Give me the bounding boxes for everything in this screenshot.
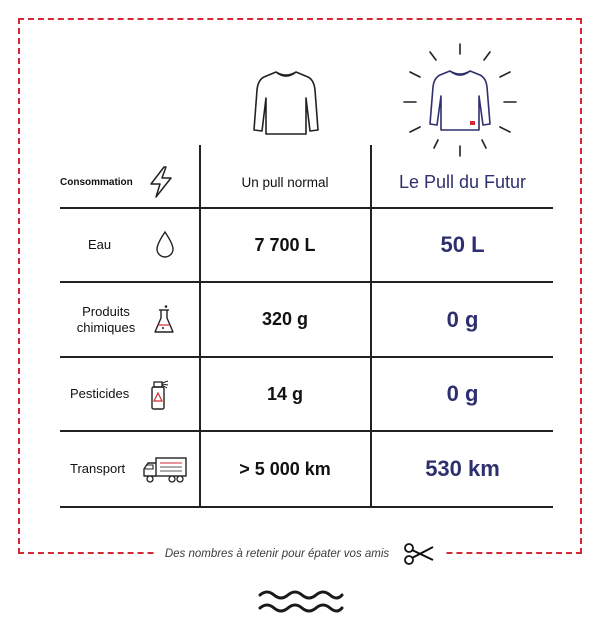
transport-normal-value: > 5 000 km	[239, 458, 331, 479]
row-label-transport: Transport	[60, 432, 198, 506]
row-label-pesticides: Pesticides	[60, 358, 198, 430]
row-label-chemicals: Produits chimiques	[60, 283, 198, 356]
waves-icon	[256, 588, 346, 616]
row-divider	[60, 506, 553, 508]
spray-can-icon	[148, 377, 170, 411]
water-normal-value: 7 700 L	[254, 234, 316, 255]
chemicals-normal-value: 320 g	[261, 309, 309, 329]
scissors-icon	[403, 543, 435, 565]
transport-futur-value: 530 km	[425, 456, 500, 481]
lightning-icon	[147, 165, 175, 199]
water-drop-icon	[154, 230, 176, 260]
consumption-label: Consommation	[60, 176, 133, 188]
chemicals-futur-value: 0 g	[446, 306, 479, 332]
flask-icon	[152, 304, 176, 336]
shining-sweater-icon	[400, 40, 520, 160]
row-label-water: Eau	[60, 209, 198, 281]
column-header-normal: Un pull normal	[241, 174, 329, 190]
water-futur-value: 50 L	[440, 232, 485, 257]
footer-note	[0, 544, 600, 564]
consumption-header	[60, 160, 198, 204]
column-header-futur: Le Pull du Futur	[398, 171, 527, 192]
footer-text: Des nombres à retenir pour épater vos amis	[164, 548, 390, 560]
truck-icon	[142, 454, 188, 484]
pesticides-futur-value: 0 g	[446, 381, 479, 406]
pesticides-normal-value: 14 g	[266, 383, 304, 404]
sweater-icon	[252, 68, 320, 138]
